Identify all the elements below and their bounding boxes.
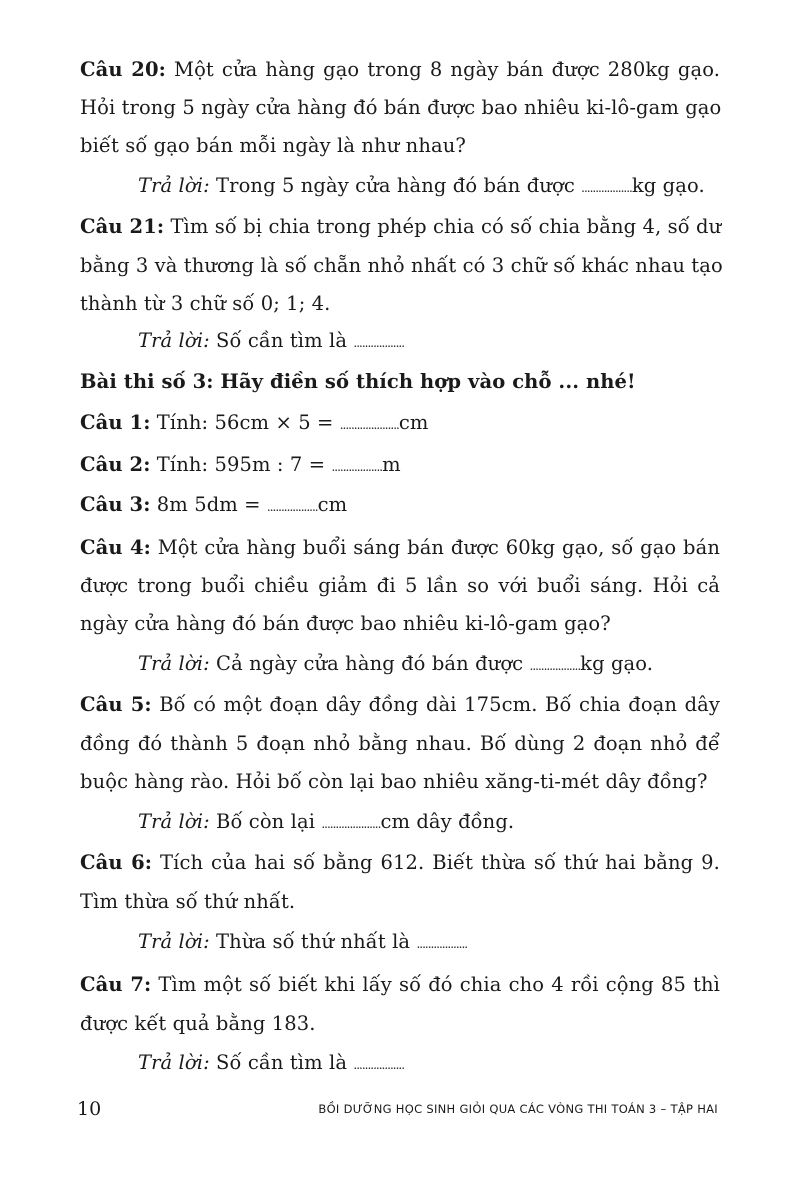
q3: [80, 492, 347, 520]
q20-answer-blank[interactable]: ..................: [581, 181, 632, 195]
q5-text-1: Bố có một đoạn dây đồng dài 175cm. Bố chia đoạn dây: [151, 693, 720, 716]
q20-answer-unit: kg gạo.: [631, 174, 705, 197]
q3-blank[interactable]: ..................: [266, 500, 318, 514]
q21-text-1: Tìm số bị chia trong phép chia có số chia bằng 4, số dư: [164, 215, 722, 238]
q4-answer-label: Trả lời:: [138, 652, 210, 675]
q7-text-1: Tìm một số biết khi lấy số đó chia cho 4 rồi cộng 85 thì: [151, 973, 721, 996]
q4-answer-unit: kg gạo.: [580, 652, 654, 675]
q6-answer: [138, 929, 467, 957]
q4-answer: [138, 651, 653, 679]
q2-unit: m: [382, 453, 401, 476]
q21-line-3: thành từ 3 chữ số 0; 1; 4.: [80, 292, 331, 315]
q4-answer-blank[interactable]: ..................: [529, 659, 581, 673]
q1-text: Tính: 56cm × 5 =: [150, 411, 340, 434]
q20-line-3: biết số gạo bán mỗi ngày là như nhau?: [80, 134, 466, 157]
q5-answer: [138, 809, 514, 837]
q5-answer-label: Trả lời:: [138, 810, 210, 833]
q2: [80, 452, 401, 480]
q7-line-2: được kết quả bằng 183.: [80, 1012, 316, 1035]
q1-blank[interactable]: .....................: [339, 418, 399, 432]
q21-answer-label: Trả lời:: [138, 329, 210, 352]
q7-answer-text: Số cần tìm là: [209, 1051, 354, 1074]
q5-answer-unit: cm dây đồng.: [380, 810, 515, 833]
q6-answer-label: Trả lời:: [138, 930, 210, 953]
q4-answer-text: Cả ngày cửa hàng đó bán được: [209, 652, 530, 675]
q6-line-1: [80, 850, 720, 876]
q2-text: Tính: 595m : 7 =: [150, 453, 332, 476]
q5-answer-blank[interactable]: .....................: [321, 817, 381, 831]
q2-blank[interactable]: ..................: [331, 460, 383, 474]
q4-line-3: ngày cửa hàng đó bán được bao nhiêu ki-lô-gam gạo?: [80, 612, 611, 635]
q7-label: Câu 7:: [80, 973, 152, 996]
q6-answer-text: Thừa số thứ nhất là: [209, 930, 417, 953]
q6-answer-blank[interactable]: ..................: [416, 937, 468, 951]
book-title: BỒI DƯỠNG HỌC SINH GIỎI QUA CÁC VÒNG THI TOÁN 3 – TẬP HAI: [318, 1102, 718, 1116]
q20-answer-text: Trong 5 ngày cửa hàng đó bán được: [209, 174, 582, 197]
q20-line-1: [80, 57, 720, 83]
q6-label: Câu 6:: [80, 851, 153, 874]
q4-line-1: [80, 535, 720, 561]
q5-label: Câu 5:: [80, 693, 152, 716]
section-title: Bài thi số 3: Hãy điền số thích hợp vào chỗ ... nhé!: [80, 370, 636, 393]
q21-answer-text: Số cần tìm là: [209, 329, 354, 352]
q1-unit: cm: [398, 411, 429, 434]
q21-answer-blank[interactable]: ..................: [353, 336, 405, 350]
q20-answer: [138, 173, 705, 201]
q7-answer-blank[interactable]: ..................: [353, 1058, 405, 1072]
q5-line-1: [80, 692, 720, 718]
q7-answer: [138, 1050, 404, 1078]
q20-line-2: Hỏi trong 5 ngày cửa hàng đó bán được bao nhiêu ki-lô-gam gạo: [80, 96, 722, 119]
q5-line-3: buộc hàng rào. Hỏi bố còn lại bao nhiêu xăng-ti-mét dây đồng?: [80, 770, 708, 793]
q7-line-1: [80, 972, 720, 998]
q6-line-2: Tìm thừa số thứ nhất.: [80, 890, 296, 913]
q3-label: Câu 3:: [80, 493, 151, 516]
page-number: 10: [77, 1098, 102, 1120]
q6-text-1: Tích của hai số bằng 612. Biết thừa số thứ hai bằng 9.: [152, 851, 720, 874]
q5-answer-text: Bố còn lại: [209, 810, 322, 833]
q4-text-1: Một cửa hàng buổi sáng bán được 60kg gạo, số gạo bán: [150, 536, 720, 559]
q21-line-1: [80, 214, 720, 240]
q3-unit: cm: [317, 493, 348, 516]
q4-label: Câu 4:: [80, 536, 151, 559]
q20-label: Câu 20:: [80, 58, 166, 81]
q4-line-2: được trong buổi chiều giảm đi 5 lần so với buổi sáng. Hỏi cả: [80, 574, 720, 597]
q3-text: 8m 5dm =: [150, 493, 267, 516]
q1-label: Câu 1:: [80, 411, 151, 434]
q7-answer-label: Trả lời:: [138, 1051, 210, 1074]
q5-line-2: đồng đó thành 5 đoạn nhỏ bằng nhau. Bố dùng 2 đoạn nhỏ để: [80, 732, 720, 755]
q21-line-2: bằng 3 và thương là số chẵn nhỏ nhất có 3 chữ số khác nhau tạo: [80, 254, 723, 277]
q20-text-1: Một cửa hàng gạo trong 8 ngày bán được 280kg gạo.: [165, 58, 721, 81]
q20-answer-label: Trả lời:: [138, 174, 210, 197]
q2-label: Câu 2:: [80, 453, 151, 476]
q21-answer: [138, 328, 404, 356]
q1: [80, 410, 428, 438]
q21-label: Câu 21:: [80, 215, 165, 238]
